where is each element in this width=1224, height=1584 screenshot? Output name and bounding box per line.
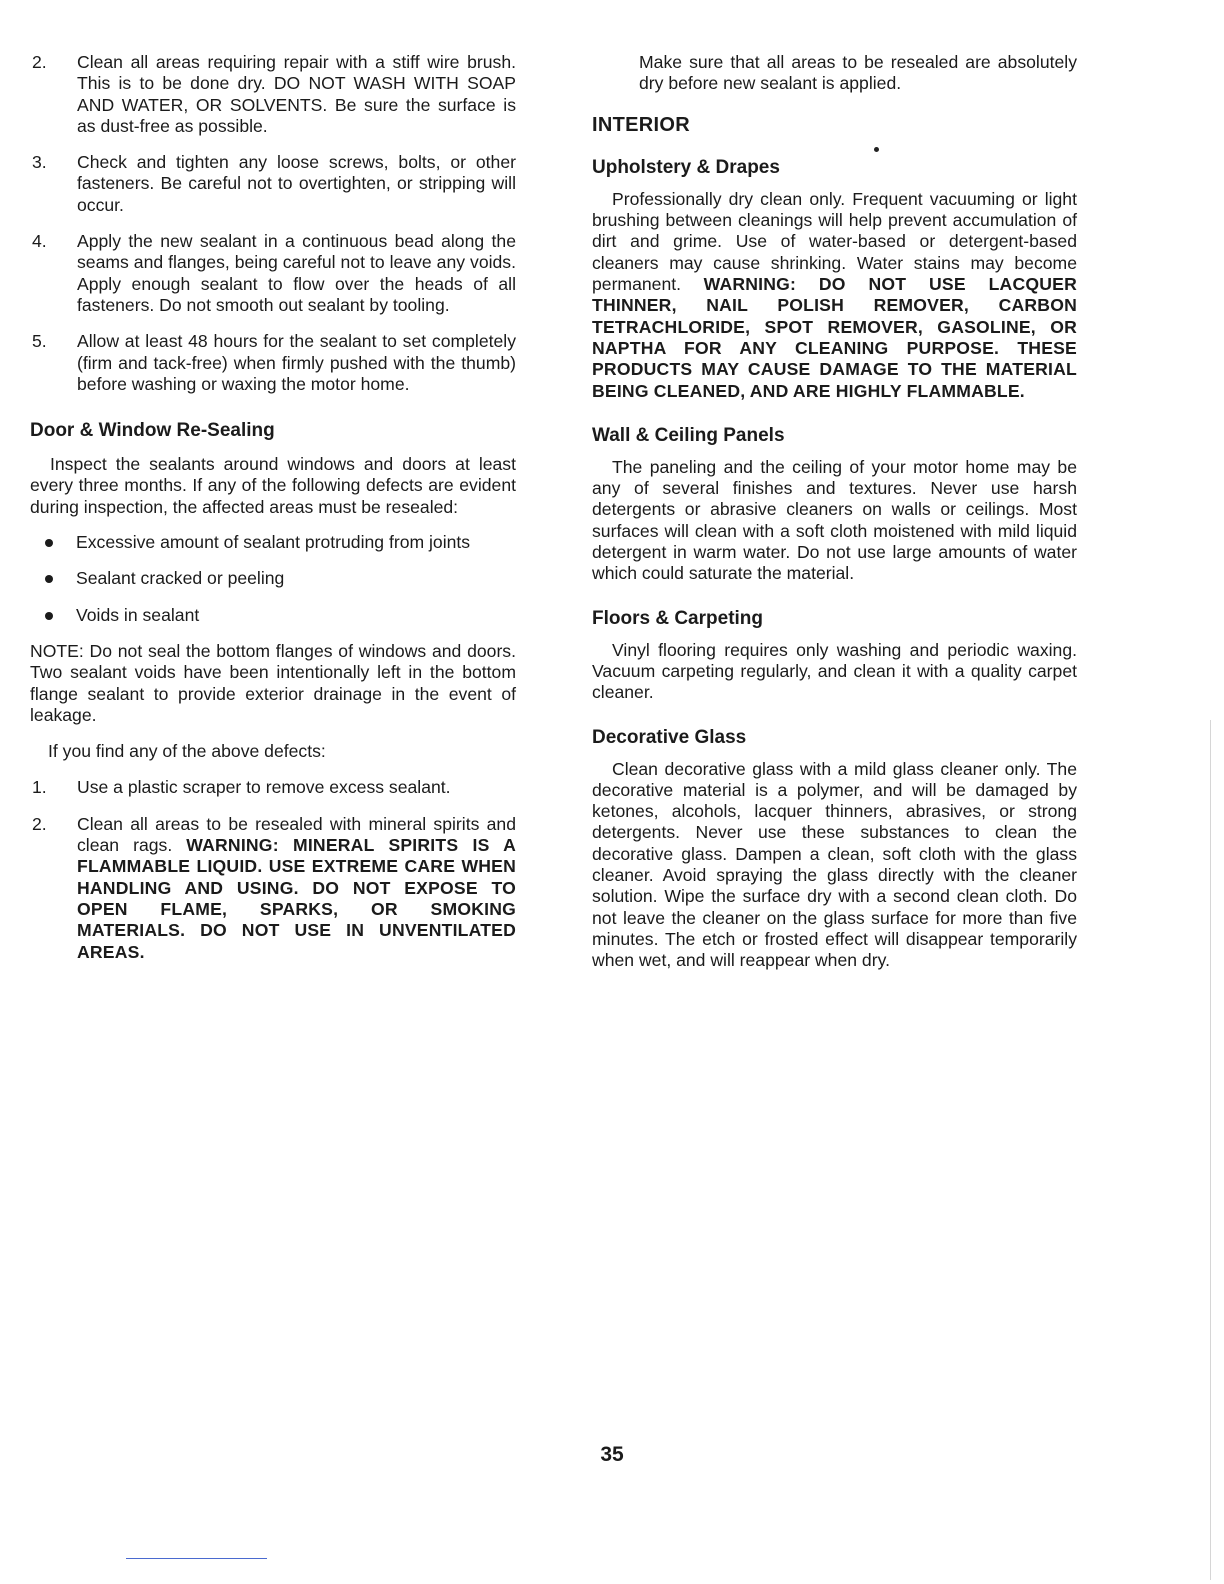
step-text: Apply the new sealant in a continuous bead along the seams and flanges, being careful not to leave any voids. Apply enough sealant to flow over the heads of all fasteners. Do not smooth out sealant by tooling.: [77, 231, 516, 315]
list-item: [30, 52, 516, 137]
step-number: 3.: [32, 152, 47, 173]
scan-edge-line: [1210, 720, 1211, 1580]
upholstery-text: Professionally dry clean only. Frequent vacuuming or light brushing between cleanings will help prevent accumulation of dirt and grime. Use of water-based or detergent-based cleaners may cause shrinking. Water stains may become permanent.: [592, 188, 1077, 295]
subheading-decorative-glass: Decorative Glass: [592, 726, 747, 748]
bullet-text: Sealant cracked or peeling: [76, 568, 285, 589]
glass-paragraph: Clean decorative glass with a mild glass cleaner only. The decorative material is a polymer, and will be damaged by ketones, alcohols, lacquer thinners, abrasives, or strong detergents. Never use these substances to clean the decorative glass. Dampen a clean, soft cloth with the glass cleaner. Avoid spraying the glass directly with the cleaner solution. Wipe the surface dry with a second clean cloth. Do not leave the cleaner on the glass surface for more than five minutes. The etch or frosted effect will disappear temporarily when wet, and will reappear when dry.: [592, 758, 1077, 971]
list-item: [30, 814, 516, 963]
upholstery-paragraph: [592, 189, 1077, 402]
door-intro-paragraph: Inspect the sealants around windows and doors at least every three months. If any of the following defects are evident during inspection, the affected areas must be resealed:: [30, 454, 516, 517]
bullet-icon: [45, 612, 53, 620]
section-heading-interior: INTERIOR: [592, 113, 690, 136]
bullet-item: [30, 568, 516, 589]
subheading-floors: Floors & Carpeting: [592, 607, 764, 629]
continuation-paragraph: Make sure that all areas to be resealed are absolutely dry before new sealant is applied.: [639, 52, 1077, 94]
bottom-rule: [126, 1558, 267, 1559]
list-item: [30, 231, 516, 316]
section-heading-door-window: Door & Window Re-Sealing: [30, 420, 275, 442]
bullet-item: [30, 532, 516, 553]
note-paragraph: NOTE: Do not seal the bottom flanges of windows and doors. Two sealant voids have been intentionally left in the bottom flange sealant to provide exterior drainage in the event of leakage.: [30, 640, 516, 725]
floors-paragraph: Vinyl flooring requires only washing and periodic waxing. Vacuum carpeting regularly, and clean it with a quality carpet cleaner.: [592, 639, 1077, 703]
list-item: [30, 152, 516, 216]
bullet-icon: [45, 539, 53, 547]
left-column: [30, 52, 516, 963]
step-text: Clean all areas to be resealed with mineral spirits and clean rags.: [77, 813, 516, 856]
step-text: Clean all areas requiring repair with a stiff wire brush. This is to be done dry. DO NOT WASH WITH SOAP AND WATER, OR SOLVENTS. Be sure the surface is as dust-free as possible.: [77, 52, 516, 136]
right-column: [592, 52, 1077, 972]
bullet-item: [30, 605, 516, 626]
step-text: Allow at least 48 hours for the sealant to set completely (firm and tack-free) when firmly pushed with the thumb) before washing or waxing the motor home.: [77, 331, 516, 394]
scan-speck: [874, 147, 879, 152]
step-number: 5.: [32, 331, 47, 352]
if-defects-line: If you find any of the above defects:: [48, 741, 326, 762]
wall-paragraph: The paneling and the ceiling of your motor home may be any of several finishes and textures. Never use harsh detergents or abrasive cleaners on walls or ceilings. Most surfaces will clean with a soft cloth moistened with mild liquid detergent in warm water. Do not use large amounts of water which could saturate the material.: [592, 456, 1077, 584]
step-number: 1.: [32, 777, 47, 798]
step-number: 4.: [32, 231, 47, 252]
page-number: 35: [600, 1443, 624, 1466]
step-number: 2.: [32, 52, 47, 72]
list-item: [30, 331, 516, 395]
list-item: [30, 777, 516, 798]
bullet-text: Voids in sealant: [76, 604, 200, 625]
bullet-icon: [45, 575, 53, 583]
subheading-wall-ceiling: Wall & Ceiling Panels: [592, 424, 785, 446]
step-text: Use a plastic scraper to remove excess sealant.: [77, 777, 451, 798]
bullet-text: Excessive amount of sealant protruding from joints: [76, 532, 471, 553]
mineral-spirits-warning: WARNING: MINERAL SPIRITS IS A FLAMMABLE LIQUID. USE EXTREME CARE WHEN HANDLING AND USING. DO NOT EXPOSE TO OPEN FLAME, SPARKS, OR SMOKING MATERIALS. DO NOT USE IN UNVENTILATED AREAS.: [77, 835, 517, 962]
subheading-upholstery: Upholstery & Drapes: [592, 156, 780, 178]
step-text: Check and tighten any loose screws, bolts, or other fasteners. Be careful not to overtighten, or stripping will occur.: [77, 152, 516, 215]
step-number: 2.: [32, 813, 47, 834]
upholstery-warning: WARNING: DO NOT USE LACQUER THINNER, NAIL POLISH REMOVER, CARBON TETRACHLORIDE, SPOT REMOVER, GASOLINE, OR NAPTHA FOR ANY CLEANING PURPOSE. THESE PRODUCTS MAY CAUSE DAMAGE TO THE MATERIAL BEING CLEANED, AND ARE HIGHLY FLAMMABLE.: [592, 274, 1077, 401]
